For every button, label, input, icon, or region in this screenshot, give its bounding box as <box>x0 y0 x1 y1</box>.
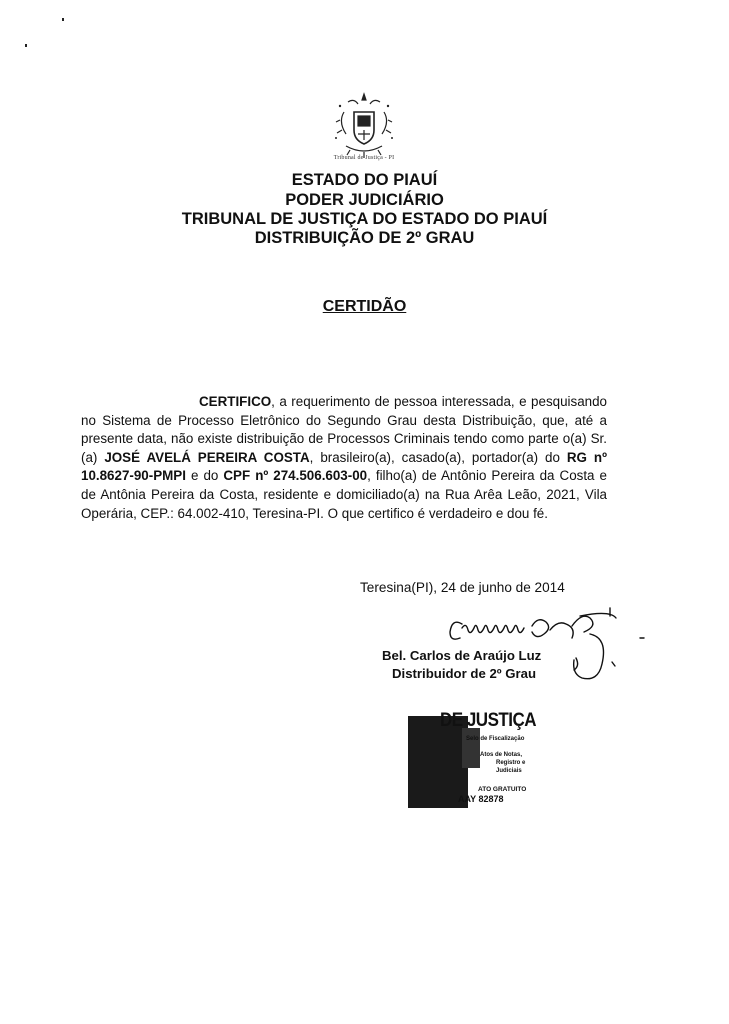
stamp-line-3: Registro e <box>496 760 526 766</box>
stamp-line-4: Judiciais <box>496 768 522 774</box>
document-title: CERTIDÃO <box>322 298 407 315</box>
rg-number: RG nº 10.8627-90-PMPI <box>81 449 607 484</box>
crest-caption: Tribunal de Justiça - PI <box>333 155 395 161</box>
certificate-body <box>81 393 607 523</box>
header-power: PODER JUDICIÁRIO <box>285 191 444 209</box>
header-department: DISTRIBUIÇÃO DE 2º GRAU <box>254 229 475 247</box>
stamp-line-1: Selo de Fiscalização <box>466 736 525 742</box>
court-crest-emblem <box>326 90 402 162</box>
body-text-4: , filho(a) de Antônio Pereira da Costa e de Antônia Pereira da Costa, residente e domiciliado(a) na Rua Arêa Leão, 2021, Vila Operária, CEP.: 64.002-410, Teresina-PI. O que certifico é verdadeiro e dou fé. <box>81 468 607 521</box>
signer-name: Bel. Carlos de Araújo Luz <box>382 648 542 663</box>
stamp-line-2: Atos de Notas, <box>480 752 523 758</box>
stamp-ato-gratuito: ATO GRATUITO <box>478 786 527 793</box>
stamp-top-text: DE JUSTIÇA <box>440 708 537 731</box>
body-text-2: , brasileiro(a), casado(a), portador(a) do <box>309 449 567 465</box>
certifico-word: CERTIFICO <box>199 394 272 409</box>
speck-mark <box>25 44 27 47</box>
certificate-paragraph <box>81 393 607 523</box>
speck-mark <box>62 18 64 21</box>
cpf-number: CPF nº 274.506.603-00 <box>223 468 368 484</box>
stamp-code: AAY 82878 <box>458 794 504 804</box>
signer-role: Distribuidor de 2º Grau <box>392 666 537 681</box>
header-court: TRIBUNAL DE JUSTIÇA DO ESTADO DO PIAUÍ <box>181 210 548 228</box>
issue-date: Teresina(PI), 24 de junho de 2014 <box>360 580 565 595</box>
person-name: JOSÉ AVELÁ PEREIRA COSTA <box>104 449 310 465</box>
body-text-3: e do <box>185 468 224 484</box>
header-state: ESTADO DO PIAUÍ <box>291 171 438 189</box>
body-text-1: , a requerimento de pessoa interessada, e pesquisando no Sistema de Processo Eletrônico do Segundo Grau desta Distribuição, que, até a presente data, não existe distribuição de Processos Criminais tendo como parte o(a) Sr.(a) <box>81 394 607 465</box>
official-stamp <box>396 708 566 820</box>
stamp-dark-block-2 <box>462 728 480 768</box>
